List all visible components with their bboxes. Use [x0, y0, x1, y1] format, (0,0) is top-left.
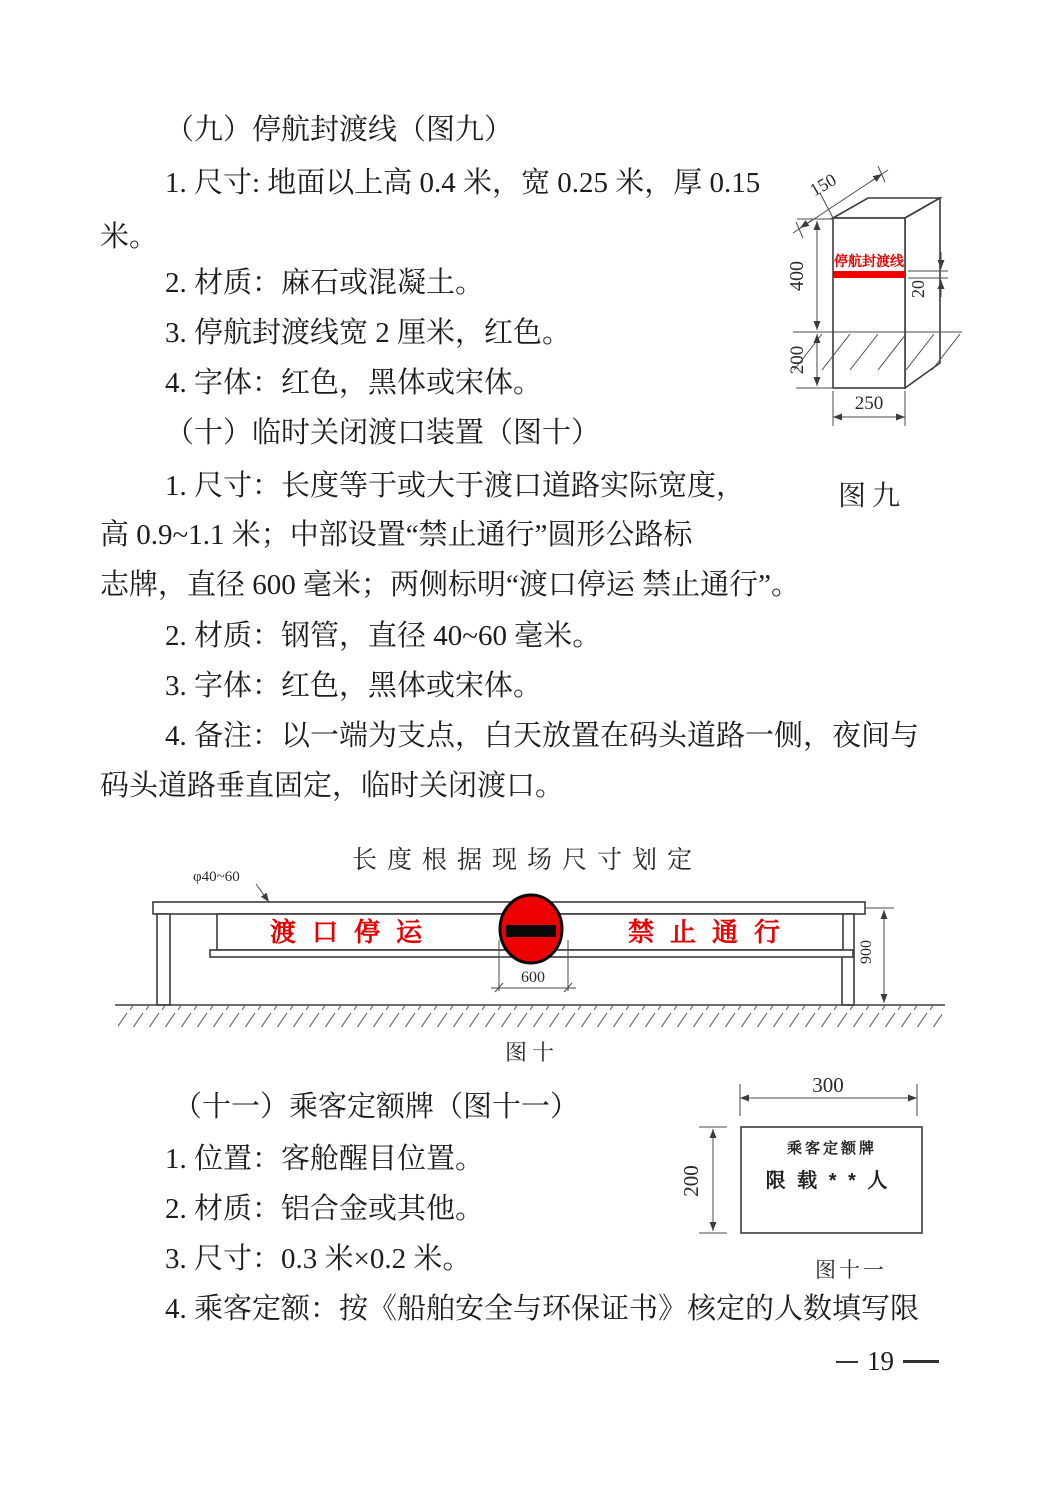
section9-item3: 3. 停航封渡线宽 2 厘米，红色。 [165, 317, 572, 349]
svg-text:300: 300 [812, 1073, 844, 1097]
section9-item2: 2. 材质：麻石或混凝土。 [165, 267, 485, 299]
section9-item1-line2: 米。 [100, 221, 159, 253]
section10-item4-line1: 4. 备注：以一端为支点，白天放置在码头道路一侧，夜间与 [165, 720, 920, 752]
section10-item1-line3: 志牌，直径 600 毫米；两侧标明“渡口停运 禁止通行”。 [100, 569, 800, 601]
figure11-drawing [680, 1070, 940, 1280]
svg-text:20: 20 [908, 280, 928, 298]
figure10-title: 长度根据现场尺寸划定 [351, 847, 703, 874]
figure10-caption: 图十 [505, 1040, 560, 1065]
section11-heading: （十一）乘客定额牌（图十一） [173, 1091, 580, 1123]
svg-text:250: 250 [854, 393, 884, 414]
svg-text:200: 200 [679, 1165, 703, 1197]
svg-text:150: 150 [806, 169, 840, 201]
stop-navigation-line-stripe [833, 253, 905, 278]
section10-item4-line2: 码头道路垂直固定，临时关闭渡口。 [100, 770, 565, 802]
section11-item2: 2. 材质：铝合金或其他。 [165, 1193, 485, 1225]
dim-200 [787, 334, 833, 388]
dim-250 [833, 391, 905, 426]
section10-item1-line2: 高 0.9~1.1 米；中部设置“禁止通行”圆形公路标 [100, 519, 693, 551]
page-number-dash-right [903, 1360, 939, 1363]
section10-item3: 3. 字体：红色，黑体或宋体。 [165, 670, 543, 702]
section9-item4: 4. 字体：红色，黑体或宋体。 [165, 367, 543, 399]
svg-text:φ40~60: φ40~60 [193, 869, 240, 885]
page-number-value: 19 [867, 1346, 894, 1376]
figure10-drawing [110, 825, 960, 1070]
page-number [836, 1346, 939, 1377]
section11-item1: 1. 位置：客舱醒目位置。 [165, 1143, 485, 1175]
quota-board-title: 乘客定额牌 [786, 1140, 878, 1157]
section10-heading: （十）临时关闭渡口装置（图十） [165, 417, 601, 449]
dim-900 [858, 908, 894, 1003]
section11-item4: 4. 乘客定额：按《船舶安全与环保证书》核定的人数填写限 [165, 1293, 920, 1325]
section9-heading: （九）停航封渡线（图九） [165, 114, 514, 146]
svg-text:600: 600 [521, 969, 545, 986]
sign-text-right: 禁止通行 [627, 917, 797, 947]
section9-item1-line1: 1. 尺寸: 地面以上高 0.4 米，宽 0.25 米，厚 0.15 [165, 167, 761, 199]
svg-text:200: 200 [787, 345, 808, 375]
figure9-caption: 图九 [838, 481, 907, 512]
no-entry-bar [506, 925, 556, 937]
svg-text:900: 900 [858, 940, 875, 964]
section11-item3: 3. 尺寸：0.3 米×0.2 米。 [165, 1243, 472, 1275]
section10-item2: 2. 材质：钢管，直径 40~60 毫米。 [165, 620, 602, 652]
quota-board-text: 限 载 * * 人 [765, 1170, 891, 1192]
ground-hatching [115, 1005, 945, 1027]
figure9-drawing [780, 150, 980, 490]
figure11-caption: 图十一 [815, 1258, 887, 1282]
dim-200 [679, 1127, 727, 1233]
page-number-dash-left [836, 1361, 858, 1363]
left-post [157, 914, 170, 1005]
pipe-diameter-callout [193, 869, 269, 902]
dim-400 [786, 219, 833, 330]
svg-text:400: 400 [786, 261, 808, 291]
dim-300 [740, 1073, 917, 1116]
sign-text-left: 渡口停运 [269, 917, 439, 947]
section10-item1-line1: 1. 尺寸：长度等于或大于渡口道路实际宽度， [165, 470, 746, 502]
no-entry-sign [500, 895, 562, 963]
stop-navigation-line-label: 停航封渡线 [834, 253, 904, 269]
quota-board [741, 1127, 922, 1233]
